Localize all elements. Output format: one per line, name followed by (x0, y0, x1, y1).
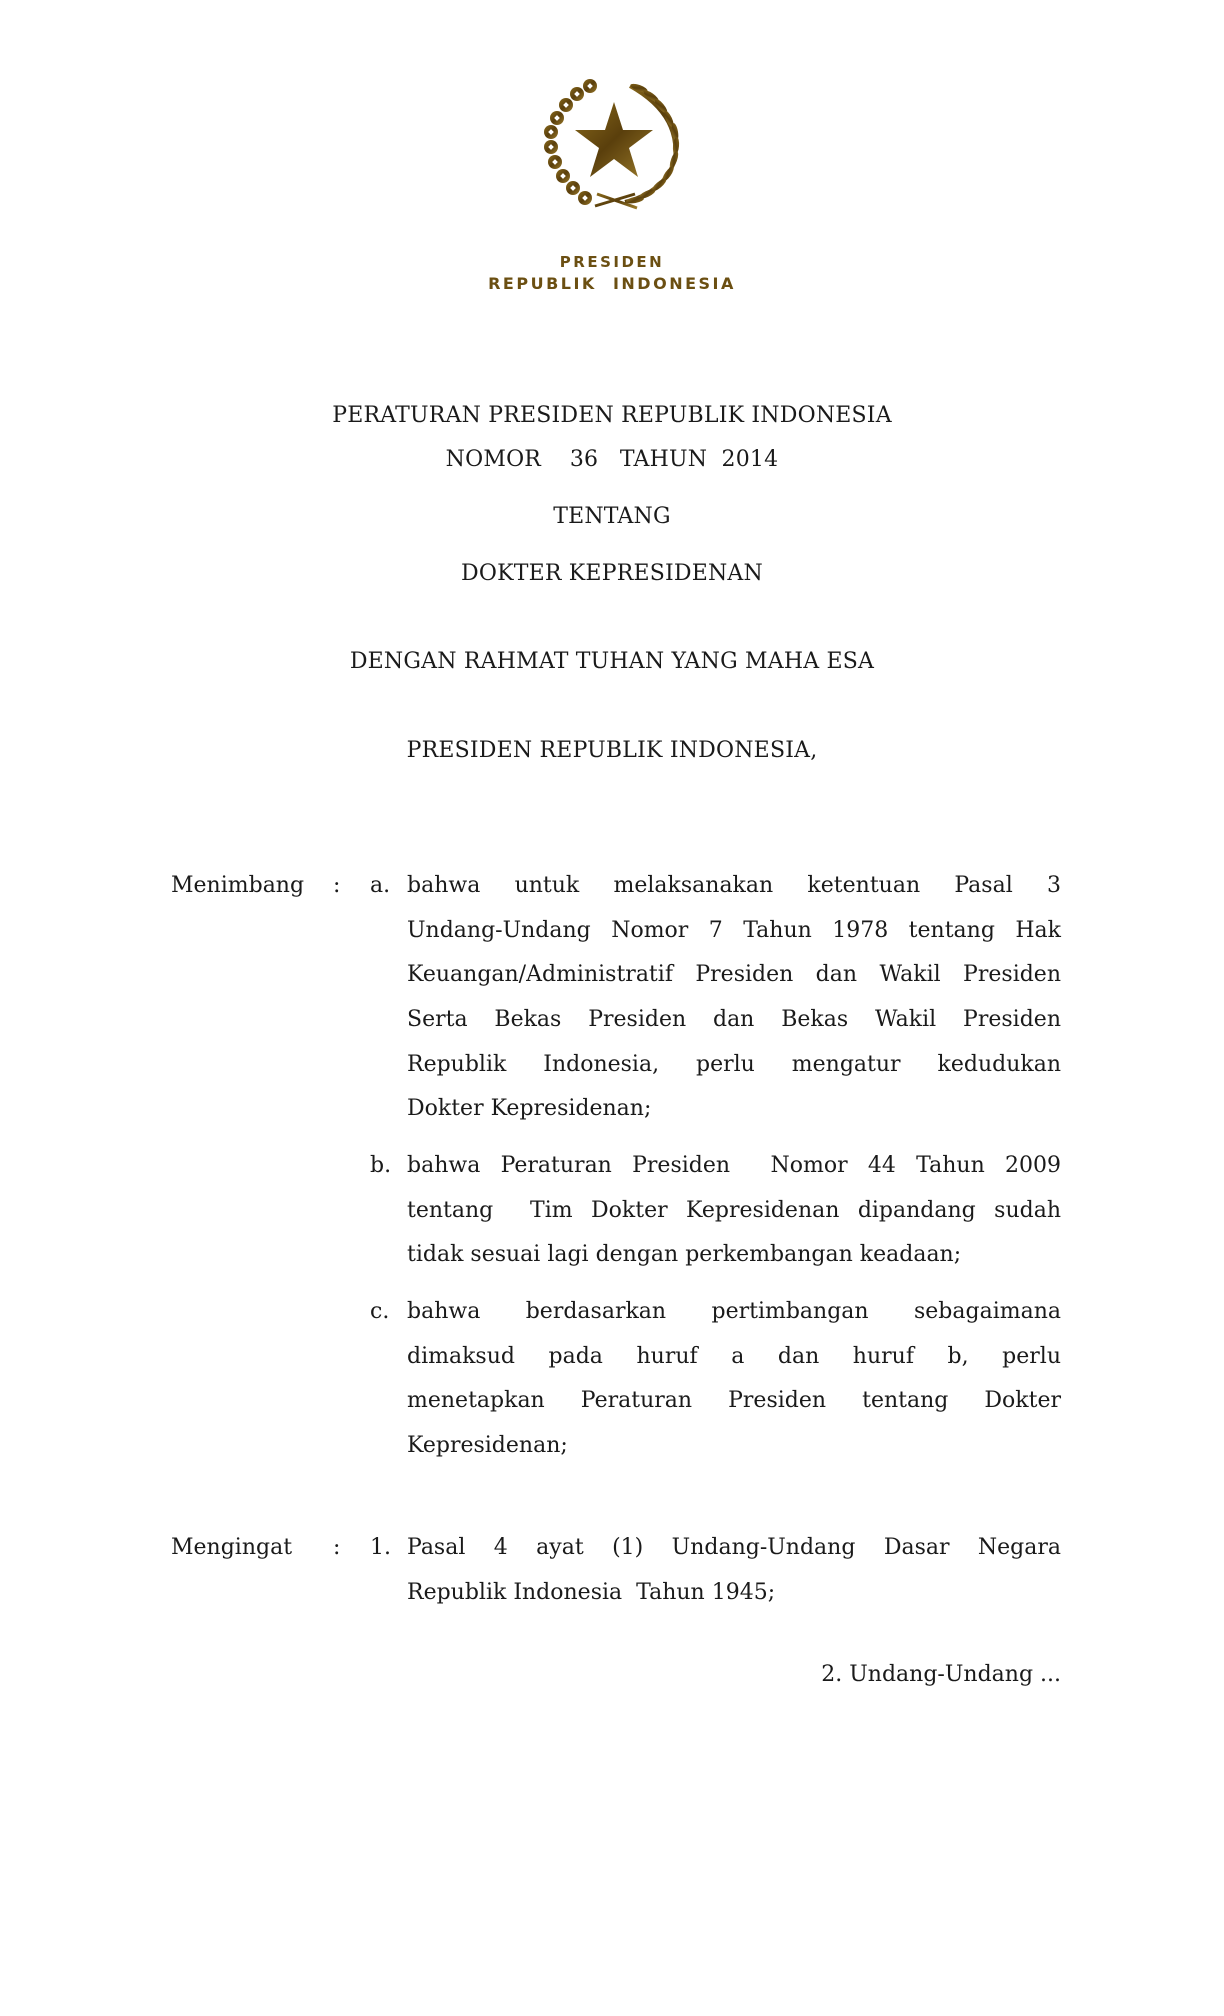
presidential-emblem-icon (535, 74, 693, 214)
text-line: bahwa berdasarkan pertimbangan sebagaimana (407, 1299, 1061, 1324)
mengingat-colon: : (333, 1535, 341, 1560)
mengingat-item-1 (407, 1526, 1061, 1615)
regulation-subject: DOKTER KEPRESIDENAN (461, 561, 763, 586)
text-line: Serta Bekas Presiden dan Bekas Wakil Presiden (407, 1007, 1061, 1033)
menimbang-item-b (407, 1144, 1061, 1278)
text-line: menetapkan Peraturan Presiden tentang Dokter (407, 1388, 1061, 1414)
page-continuation: 2. Undang-Undang ... (821, 1662, 1061, 1687)
mengingat-label: Mengingat (171, 1535, 293, 1560)
item-marker-c: c. (370, 1299, 390, 1324)
text-line: Republik Indonesia Tahun 1945; (407, 1579, 776, 1605)
text-line: bahwa Peraturan Presiden Nomor 44 Tahun 2009 (407, 1153, 1061, 1178)
text-line: Keuangan/Administratif Presiden dan Wakil Presiden (407, 962, 1061, 988)
text-line: dimaksud pada huruf a dan huruf b, perlu (407, 1343, 1061, 1369)
text-line: Undang-Undang Nomor 7 Tahun 1978 tentang Hak (407, 917, 1061, 943)
preamble-invocation: DENGAN RAHMAT TUHAN YANG MAHA ESA (349, 649, 875, 674)
text-line: bahwa untuk melaksanakan ketentuan Pasal 3 (407, 873, 1061, 898)
item-marker-a: a. (370, 873, 391, 898)
preamble-president: PRESIDEN REPUBLIK INDONESIA, (406, 738, 818, 763)
letterhead-republic: REPUBLIK INDONESIA (488, 274, 736, 293)
regulation-number: NOMOR 36 TAHUN 2014 (445, 447, 779, 472)
letterhead-president: PRESIDEN (559, 253, 665, 271)
regulation-title: PERATURAN PRESIDEN REPUBLIK INDONESIA (332, 403, 892, 428)
text-line: Kepresidenan; (407, 1433, 568, 1459)
item-marker-1: 1. (370, 1535, 391, 1560)
text-line: Dokter Kepresidenan; (407, 1096, 652, 1122)
text-line: tidak sesuai lagi dengan perkembangan keadaan; (407, 1242, 962, 1268)
item-marker-b: b. (370, 1153, 392, 1178)
text-line: Pasal 4 ayat (1) Undang-Undang Dasar Negara (407, 1535, 1061, 1560)
menimbang-colon: : (333, 873, 341, 898)
regulation-about-label: TENTANG (553, 504, 671, 529)
text-line: Republik Indonesia, perlu mengatur kedudukan (407, 1051, 1061, 1077)
menimbang-item-a (407, 864, 1061, 1132)
text-line: tentang Tim Dokter Kepresidenan dipandang sudah (407, 1197, 1061, 1223)
menimbang-item-c (407, 1290, 1061, 1469)
menimbang-label: Menimbang (171, 873, 305, 898)
